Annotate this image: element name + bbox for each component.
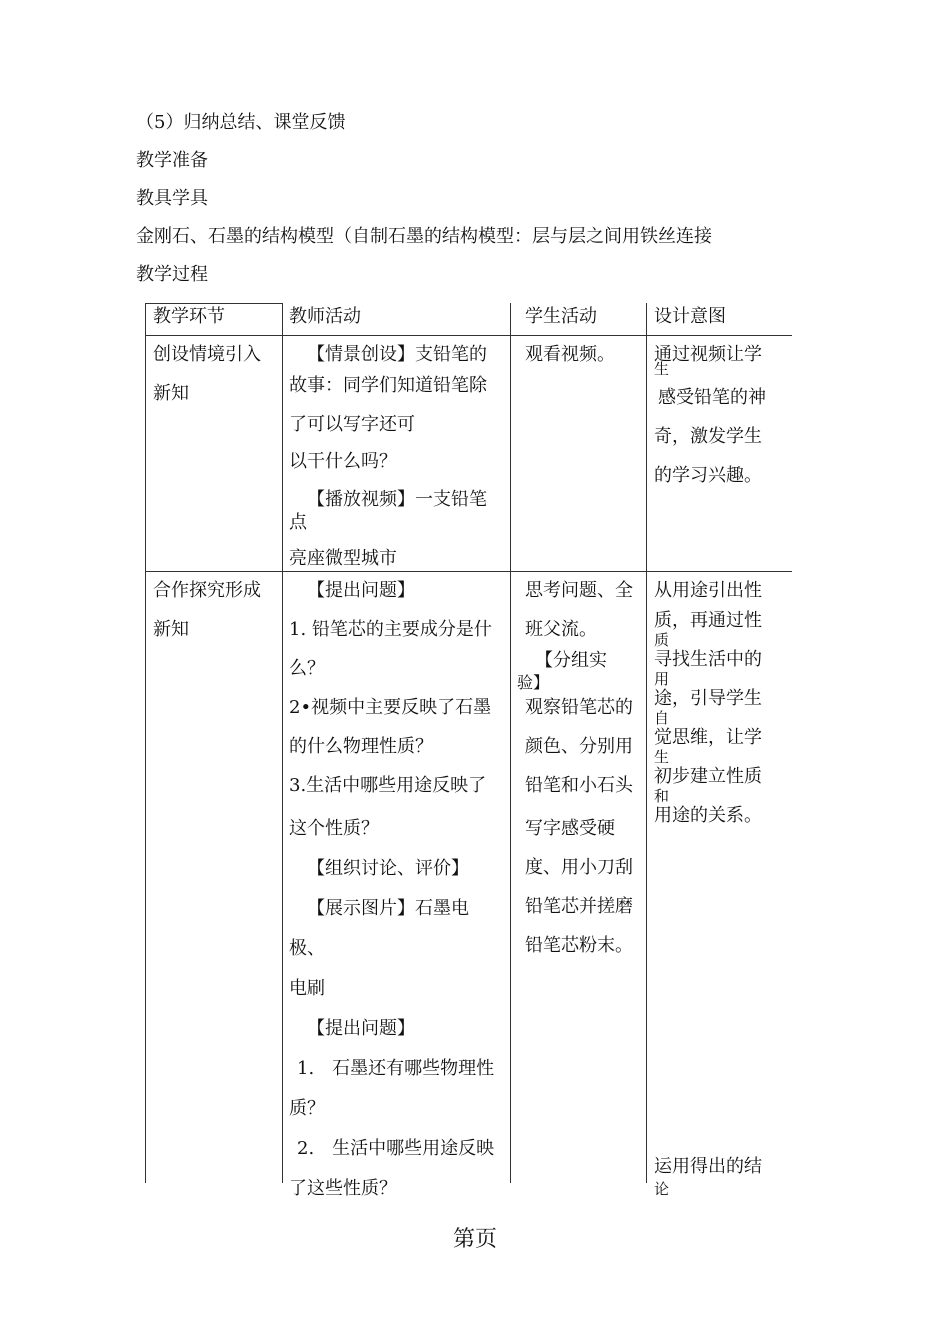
row2-student-line: 铅笔和小石头 — [525, 775, 633, 796]
intro-line-1: （5）归纳总结、课堂反馈 — [136, 112, 346, 133]
row2-intent-line: 和 — [654, 787, 670, 805]
row2-teacher-line: 1. 铅笔芯的主要成分是什 — [289, 619, 492, 640]
row2-teacher-line: 【提出问题】 — [307, 1018, 415, 1039]
intro-line-4: 金刚石、石墨的结构模型（自制石墨的结构模型：层与层之间用铁丝连接 — [136, 226, 712, 247]
row2-stage-line: 合作探究形成 — [153, 580, 261, 601]
row2-teacher-line: 2. 生活中哪些用途反映 — [297, 1138, 495, 1159]
row2-teacher-line: 2•视频中主要反映了石墨 — [289, 697, 492, 718]
table-divider-2 — [510, 303, 511, 1183]
row2-teacher-line: 【组织讨论、评价】 — [307, 858, 469, 879]
row1-teacher-line: 点 — [289, 512, 307, 533]
row2-intent-line: 论 — [654, 1180, 670, 1198]
row2-teacher-line: 质？ — [289, 1098, 325, 1119]
row2-intent-line: 初步建立性质 — [654, 766, 762, 787]
row1-teacher-line: 故事：同学们知道铅笔除 — [289, 375, 487, 396]
row2-teacher-line: 1. 石墨还有哪些物理性 — [297, 1058, 495, 1079]
row1-teacher-line: 了可以写字还可 — [289, 414, 415, 435]
table-border-left — [145, 303, 146, 1183]
row2-teacher-line: 的什么物理性质？ — [289, 736, 433, 757]
intro-line-2: 教学准备 — [136, 150, 208, 171]
row2-intent-line: 寻找生活中的 — [654, 649, 762, 670]
row2-stage-line: 新知 — [153, 619, 189, 640]
row1-intent-line: 生 — [654, 360, 670, 378]
row2-teacher-line: 【提出问题】 — [307, 580, 415, 601]
intro-line-3: 教具学具 — [136, 188, 208, 209]
row2-intent-line: 运用得出的结 — [654, 1156, 762, 1177]
row2-intent-line: 途，引导学生 — [654, 688, 762, 709]
row2-intent-line: 自 — [654, 709, 670, 727]
row1-stage-line: 创设情境引入 — [153, 344, 261, 365]
header-stage: 教学环节 — [153, 306, 225, 327]
row2-intent-line: 觉思维，让学 — [654, 727, 762, 748]
row2-teacher-line: 3.生活中哪些用途反映了 — [289, 775, 487, 796]
row2-student-line: 铅笔芯粉末。 — [525, 935, 633, 956]
row1-teacher-line: 以干什么吗？ — [289, 451, 397, 472]
header-student: 学生活动 — [525, 306, 597, 327]
row2-student-line: 验】 — [517, 673, 550, 692]
row1-stage-line: 新知 — [153, 383, 189, 404]
row2-student-line: 写字感受硬 — [525, 818, 615, 839]
row2-student-line: 度、用小刀刮 — [525, 857, 633, 878]
header-bottom-border — [145, 335, 792, 336]
row1-intent-line: 感受铅笔的神 — [658, 387, 766, 408]
row1-teacher-line: 【情景创设】支铅笔的 — [307, 344, 487, 365]
table-divider-1 — [282, 303, 283, 1183]
row2-student-line: 观察铅笔芯的 — [525, 697, 633, 718]
intro-line-5: 教学过程 — [136, 264, 208, 285]
header-intent: 设计意图 — [654, 306, 726, 327]
row2-student-line: 思考问题、全 — [525, 580, 633, 601]
row2-teacher-line: 这个性质？ — [289, 818, 379, 839]
row1-teacher-line: 亮座微型城市 — [289, 548, 397, 569]
row2-student-line: 颜色、分别用 — [525, 736, 633, 757]
row2-intent-line: 从用途引出性 — [654, 580, 762, 601]
row1-intent-line: 奇，激发学生 — [654, 426, 762, 447]
row1-intent-line: 通过视频让学 — [654, 344, 762, 365]
row2-intent-line: 用 — [654, 670, 670, 688]
row2-teacher-line: 【展示图片】石墨电 — [307, 898, 469, 919]
row1-intent-line: 的学习兴趣。 — [654, 465, 762, 486]
table-top-border — [145, 303, 283, 304]
row1-bottom-border — [145, 571, 792, 572]
row2-intent-line: 用途的关系。 — [654, 805, 762, 826]
row2-student-line: 【分组实 — [535, 650, 607, 671]
row2-teacher-line: 电刷 — [289, 978, 325, 999]
row2-teacher-line: 了这些性质？ — [289, 1178, 397, 1199]
row2-student-line: 铅笔芯并搓磨 — [525, 896, 633, 917]
row2-intent-line: 质，再通过性 — [654, 610, 762, 631]
row2-intent-line: 生 — [654, 748, 670, 766]
table-divider-3 — [646, 303, 647, 1183]
row1-teacher-line: 【播放视频】一支铅笔 — [307, 489, 487, 510]
row2-teacher-line: 么？ — [289, 658, 325, 679]
row2-intent-line: 质 — [654, 631, 670, 649]
teaching-process-table — [145, 303, 792, 1199]
row2-student-line: 班父流。 — [525, 619, 597, 640]
row1-student-line: 观看视频。 — [525, 344, 615, 365]
page-footer: 第页 — [452, 1227, 497, 1252]
header-teacher: 教师活动 — [289, 306, 361, 327]
row2-teacher-line: 极、 — [289, 938, 325, 959]
